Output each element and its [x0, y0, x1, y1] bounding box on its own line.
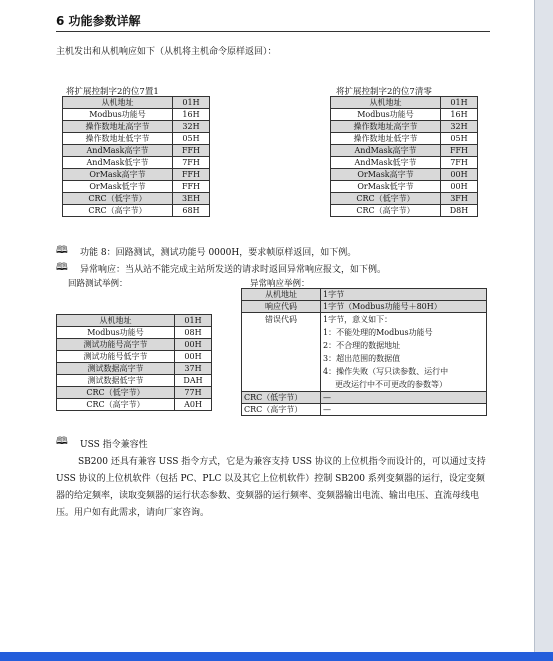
table-row [57, 399, 212, 411]
cell-value: 08H [175, 327, 212, 339]
table-clear-bit7 [330, 96, 478, 217]
error-code-line: 1字节，意义如下： [323, 315, 393, 324]
cell-label: CRC（低字节） [63, 193, 173, 205]
error-code-line: 1：不能处理的Modbus功能号 [323, 328, 433, 337]
cell-label: AndMask高字节 [63, 145, 173, 157]
cell-label: 从机地址 [57, 315, 175, 327]
cell-value: FFH [441, 145, 478, 157]
cell-value: 00H [441, 169, 478, 181]
cell-label: AndMask高字节 [331, 145, 441, 157]
cell-label: 操作数地址高字节 [63, 121, 173, 133]
table-row [331, 145, 478, 157]
note-abnormal: 异常响应：当从站不能完成主站所发送的请求时返回异常响应报文，如下例。 [80, 265, 387, 275]
cell-value: 16H [441, 109, 478, 121]
cell-label: CRC（高字节） [331, 205, 441, 217]
cell-value: 37H [175, 363, 212, 375]
cell-value: 68H [173, 205, 210, 217]
cell-label: CRC（低字节） [242, 392, 321, 404]
table-row [331, 121, 478, 133]
table-row [57, 363, 212, 375]
cell-label: CRC（低字节） [331, 193, 441, 205]
cell-label: OrMask高字节 [63, 169, 173, 181]
table-row [63, 193, 210, 205]
table-row [331, 205, 478, 217]
cell-value: D8H [441, 205, 478, 217]
heading-rule [56, 31, 490, 32]
error-code-description [321, 313, 487, 392]
cell-label: AndMask低字节 [331, 157, 441, 169]
error-code-line: 3：超出范围的数据值 [323, 354, 401, 363]
cell-label: 操作数地址低字节 [331, 133, 441, 145]
book-icon: 🕮 [56, 245, 68, 256]
cell-label: 从机地址 [63, 97, 173, 109]
cell-label: OrMask低字节 [63, 181, 173, 193]
cell-label: CRC（高字节） [57, 399, 175, 411]
table-row [63, 157, 210, 169]
uss-title: USS 指令兼容性 [80, 440, 148, 450]
cell-value: — [321, 404, 487, 416]
table-set-bit7 [62, 96, 210, 217]
table-row [331, 193, 478, 205]
table-row [63, 121, 210, 133]
table-row [63, 181, 210, 193]
cell-value: 00H [175, 351, 212, 363]
loop-table-caption: 回路测试举例： [68, 279, 128, 289]
abnormal-table-caption: 异常响应举例： [250, 279, 310, 289]
cell-value: 00H [175, 339, 212, 351]
book-icon: 🕮 [56, 436, 68, 447]
uss-paragraph: SB200 还具有兼容 USS 指令方式，它是为兼容支持 USS 协议的上位机指令而设计的，可以通过支持 USS 协议的上位机软件（包括 PC、PLC 以及其它上位机软件）控制 SB200 系列变频器的运行，设定变频器的给定频率，读取变频器的运行状态参数、变频器的运行频率、变频器输出电流、输出电压、直流母线电压。用户如有此需求，请向厂家咨询。 [56, 457, 486, 518]
table-row [57, 375, 212, 387]
cell-value: FFH [173, 181, 210, 193]
cell-value: 1字节（Modbus功能号＋80H） [321, 301, 487, 313]
cell-label: 从机地址 [331, 97, 441, 109]
table-row [242, 404, 487, 416]
cell-value: 3EH [173, 193, 210, 205]
table-row [331, 157, 478, 169]
cell-label: OrMask高字节 [331, 169, 441, 181]
cell-value: A0H [175, 399, 212, 411]
table-row [63, 145, 210, 157]
cell-label: Modbus功能号 [63, 109, 173, 121]
cell-value: 01H [173, 97, 210, 109]
cell-value: 05H [173, 133, 210, 145]
cell-value: 1字节 [321, 289, 487, 301]
intro-text: 主机发出和从机响应如下（从机将主机命令原样返回）： [56, 47, 277, 57]
table-row [57, 351, 212, 363]
table-row [57, 315, 212, 327]
table-row [242, 313, 487, 392]
table-row [331, 97, 478, 109]
cell-label: 操作数地址高字节 [331, 121, 441, 133]
cell-label: Modbus功能号 [331, 109, 441, 121]
note-function8: 功能 8：回路测试，测试功能号 0000H，要求帧原样返回，如下例。 [80, 248, 357, 258]
table-row [331, 109, 478, 121]
cell-value: 7FH [441, 157, 478, 169]
cell-label: 测试数据高字节 [57, 363, 175, 375]
table-row [63, 109, 210, 121]
vertical-scrollbar[interactable] [534, 0, 553, 652]
error-code-line: 2：不合理的数据地址 [323, 341, 401, 350]
cell-value: FFH [173, 169, 210, 181]
cell-label: Modbus功能号 [57, 327, 175, 339]
cell-label: 操作数地址低字节 [63, 133, 173, 145]
cell-label: 从机地址 [242, 289, 321, 301]
table-row [331, 133, 478, 145]
table2-caption: 将扩展控制字2的位7清零 [336, 87, 432, 97]
table-row [63, 205, 210, 217]
table-row [242, 289, 487, 301]
cell-label: 测试功能号高字节 [57, 339, 175, 351]
cell-value: 01H [441, 97, 478, 109]
cell-value: 3FH [441, 193, 478, 205]
cell-label: 测试功能号低字节 [57, 351, 175, 363]
table-row [57, 387, 212, 399]
cell-value: DAH [175, 375, 212, 387]
table-row [57, 327, 212, 339]
cell-value: 00H [441, 181, 478, 193]
cell-label: 测试数据低字节 [57, 375, 175, 387]
cell-value: 77H [175, 387, 212, 399]
cell-value: 16H [173, 109, 210, 121]
table-row [63, 169, 210, 181]
cell-label: OrMask低字节 [331, 181, 441, 193]
error-code-line: 4：操作失败（写只读参数、运行中 [323, 367, 449, 376]
table-row [331, 169, 478, 181]
abnormal-response-table [241, 288, 487, 416]
cell-label: CRC（高字节） [63, 205, 173, 217]
table1-caption: 将扩展控制字2的位7置1 [66, 87, 159, 97]
loop-test-table [56, 314, 212, 411]
table-row [242, 301, 487, 313]
error-code-line: 更改运行中不可更改的参数等） [335, 380, 447, 389]
table-row [63, 97, 210, 109]
cell-label: 响应代码 [242, 301, 321, 313]
cell-label: 错误代码 [242, 313, 321, 392]
cell-label: CRC（高字节） [242, 404, 321, 416]
table-row [242, 392, 487, 404]
cell-value: 05H [441, 133, 478, 145]
cell-value: FFH [173, 145, 210, 157]
cell-value: 32H [441, 121, 478, 133]
cell-label: CRC（低字节） [57, 387, 175, 399]
table-row [331, 181, 478, 193]
cell-value: 7FH [173, 157, 210, 169]
table-row [63, 133, 210, 145]
cell-label: AndMask低字节 [63, 157, 173, 169]
table-row [57, 339, 212, 351]
cell-value: 32H [173, 121, 210, 133]
cell-value: 01H [175, 315, 212, 327]
book-icon: 🕮 [56, 262, 68, 273]
section-heading: 6 功能参数详解 [56, 14, 141, 28]
cell-value: — [321, 392, 487, 404]
taskbar [0, 652, 553, 661]
